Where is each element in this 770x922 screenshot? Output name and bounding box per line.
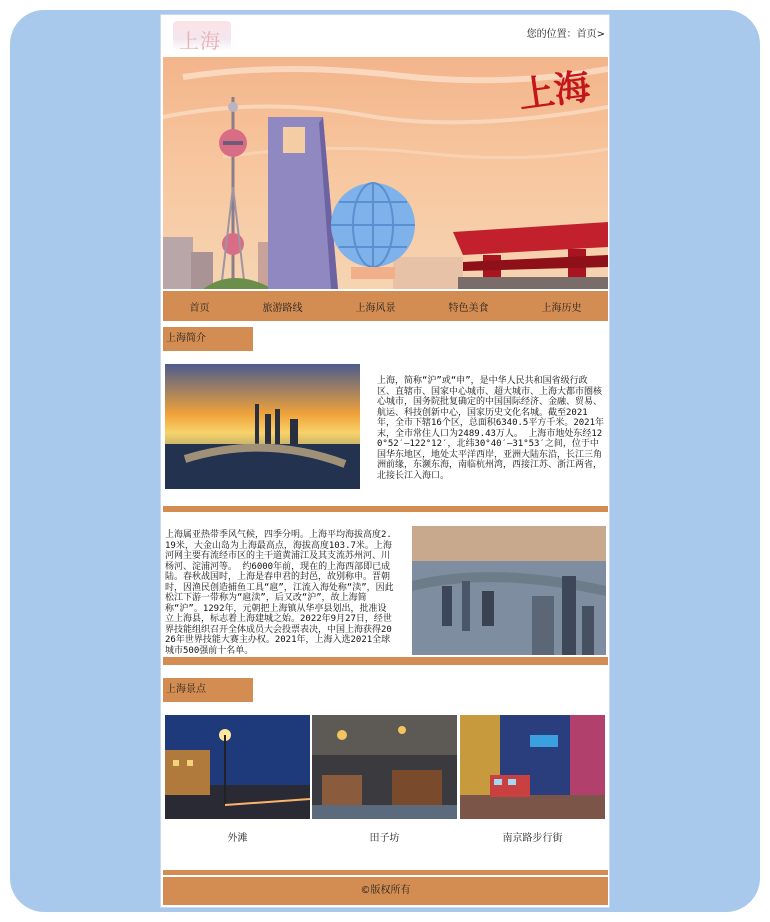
intro-paragraph: 上海，简称“沪”或“申”，是中华人民共和国省级行政区、直辖市、国家中心城市、超大城市、上海大都市圈核心城市，国务院批复确定的中国国际经济、金融、贸易、航运、科技创新中心，国家历史文化名城。截至2021年，全市下辖16个区，总面积6340.5平方千米。2021年末，全市常住人口为2489.43万人。 上海市地处东经120°52′—122°12′，北纬30°40′—31°53′之间，位于中国华东地区，地处太平洋西岸，亚洲大陆东沿，长江三角洲前缘，东濒东海，南临杭州湾，西接江苏、浙江两省，北接长江入海口。 [377,376,605,481]
page-container [160,14,610,908]
spot-caption-bund[interactable]: 外滩 [227,833,248,844]
main-nav [163,291,608,321]
bund-photo-art [165,715,310,819]
spot-caption-tianzifang[interactable]: 田子坊 [369,833,400,844]
tianzifang-photo-art [312,715,457,819]
breadcrumb[interactable]: 您的位置：首页> [526,29,605,40]
banner-title: 上海 [515,65,593,117]
lujiazui-aerial-photo [412,526,606,655]
spot-photo-nanjing-road[interactable] [460,715,605,819]
footer: ©版权所有 [163,877,608,905]
header [161,15,609,57]
spot-photo-tianzifang[interactable] [312,715,457,819]
footer-divider [163,870,608,875]
nav-item-food[interactable]: 特色美食 [448,302,489,314]
shanghai-skyline-photo [165,364,360,489]
spot-photo-bund[interactable] [165,715,310,819]
skyline-photo-art [165,364,360,489]
nav-item-routes[interactable]: 旅游路线 [262,302,303,314]
logo-text: 上海 [179,29,221,53]
section-title-intro: 上海简介 [163,327,253,351]
intro-paragraph-2: 上海属亚热带季风气候，四季分明。上海平均海拔高度2.19米，大金山岛为上海最高点，海拔高度103.7米。上海河网主要有流经市区的主干道黄浦江及其支流苏州河、川杨河、淀浦河等。 约6000年前，现在的上海西部即已成陆。春秋战国时，上海是春申君的封邑，故别称申。晋朝时，因渔民创造捕鱼工具“扈”，江流入海处称“渎”，因此松江下游一带称为“扈渎”，后又改“沪”，故上海简称“沪”。1292年，元朝把上海镇从华亭县划出，批准设立上海县，标志着上海建城之始。2022年9月27日，经世界技能组织召开全体成员大会投票表决，中国上海获得2026年世界技能大赛主办权。2021年，上海入选2021全球城市500强前十名单。 [165,530,394,656]
nav-item-home[interactable]: 首页 [189,302,210,314]
aerial-photo-art [412,526,606,655]
section-divider-2 [163,657,608,665]
section-divider [163,506,608,512]
nav-item-history[interactable]: 上海历史 [541,302,582,314]
section-title-scenic: 上海景点 [163,678,253,702]
site-logo[interactable] [173,21,231,51]
spot-caption-nanjing-road[interactable]: 南京路步行街 [502,833,563,844]
banner-illustration [163,57,608,289]
nav-item-scenery[interactable]: 上海风景 [355,302,396,314]
nanjing-road-photo-art [460,715,605,819]
